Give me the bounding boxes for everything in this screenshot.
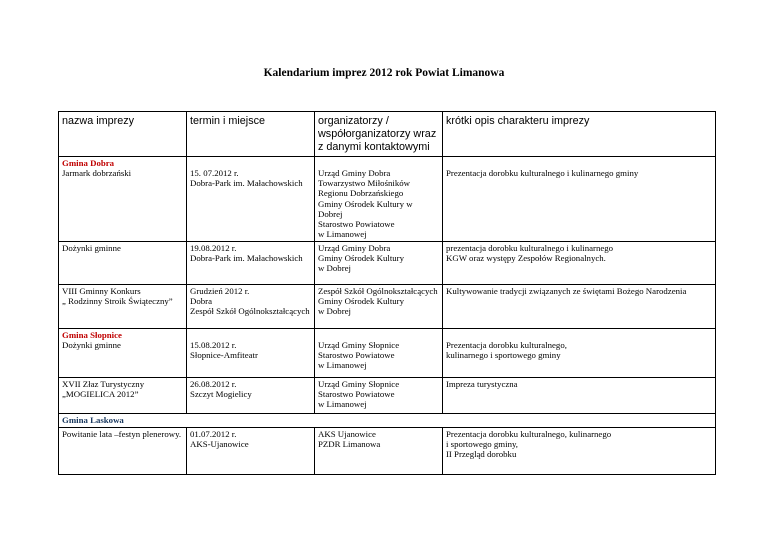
table-row — [59, 378, 716, 414]
event-name-cell — [59, 157, 187, 242]
event-organizers: Zespół Szkół Ogólnokształcących Gminy Ośrodek Kultury w Dobrej — [315, 285, 443, 329]
event-organizers: AKS Ujanowice PZDR Limanowa — [315, 428, 443, 475]
event-date-place: 01.07.2012 r. AKS-Ujanowice — [187, 428, 315, 475]
event-description: Prezentacja dorobku kulturalnego, kulinarnego i sportowego gminy — [443, 329, 716, 378]
table-header-row — [59, 112, 716, 157]
table-row — [59, 285, 716, 329]
section-row — [59, 414, 716, 428]
event-name: VIII Gminny Konkurs „ Rodzinny Stroik Świąteczny” — [59, 285, 187, 329]
event-organizers: Urząd Gminy Słopnice Starostwo Powiatowe w Limanowej — [315, 378, 443, 414]
event-date-place: 15. 07.2012 r. Dobra-Park im. Małachowskich — [187, 157, 315, 242]
event-description: Kultywowanie tradycji związanych ze świętami Bożego Narodzenia — [443, 285, 716, 329]
section-label-slopnice: Gmina Słopnice — [62, 330, 122, 340]
events-table — [58, 111, 716, 475]
event-name: Jarmark dobrzański — [62, 168, 132, 179]
event-organizers: Urząd Gminy Dobra Towarzystwo Miłośników Regionu Dobrzańskiego Gminy Ośrodek Kultury w Dobrej Starostwo Powiatowe w Limanowej — [315, 157, 443, 242]
event-date-place: 26.08.2012 r. Szczyt Mogielicy — [187, 378, 315, 414]
section-label-laskowa: Gmina Laskowa — [62, 415, 124, 425]
table-row — [59, 329, 716, 378]
event-description: prezentacja dorobku kulturalnego i kulinarnego KGW oraz występy Zespołów Regionalnych. — [443, 242, 716, 285]
table-row — [59, 428, 716, 475]
header-event-name: nazwa imprezy — [59, 112, 187, 157]
header-description: krótki opis charakteru imprezy — [443, 112, 716, 157]
header-date-place: termin i miejsce — [187, 112, 315, 157]
section-label-dobra: Gmina Dobra — [62, 158, 115, 168]
event-organizers: Urząd Gminy Dobra Gminy Ośrodek Kultury w Dobrej — [315, 242, 443, 285]
table-row — [59, 242, 716, 285]
event-name: Dożynki gminne — [62, 340, 121, 351]
table-row — [59, 157, 716, 242]
event-name: Dożynki gminne — [59, 242, 187, 285]
event-date-place: 15.08.2012 r. Słopnice-Amfiteatr — [187, 329, 315, 378]
event-organizers: Urząd Gminy Słopnice Starostwo Powiatowe w Limanowej — [315, 329, 443, 378]
event-date-place: Grudzień 2012 r. Dobra Zespół Szkół Ogólnokształcących — [187, 285, 315, 329]
event-name: XVII Złaz Turystyczny „MOGIELICA 2012” — [59, 378, 187, 414]
event-name-cell — [59, 329, 187, 378]
section-label-laskowa-cell — [59, 414, 716, 428]
page-title: Kalendarium imprez 2012 rok Powiat Limanowa — [263, 67, 505, 79]
event-date-place: 19.08.2012 r. Dobra-Park im. Małachowskich — [187, 242, 315, 285]
event-description: Prezentacja dorobku kulturalnego i kulinarnego gminy — [443, 157, 716, 242]
header-organizers: organizatorzy / współorganizatorzy wraz z danymi kontaktowymi — [315, 112, 443, 157]
event-description: Prezentacja dorobku kulturalnego, kulinarnego i sportowego gminy, II Przegląd dorobku — [443, 428, 716, 475]
event-name: Powitanie lata –festyn plenerowy. — [59, 428, 187, 475]
event-description: Impreza turystyczna — [443, 378, 716, 414]
